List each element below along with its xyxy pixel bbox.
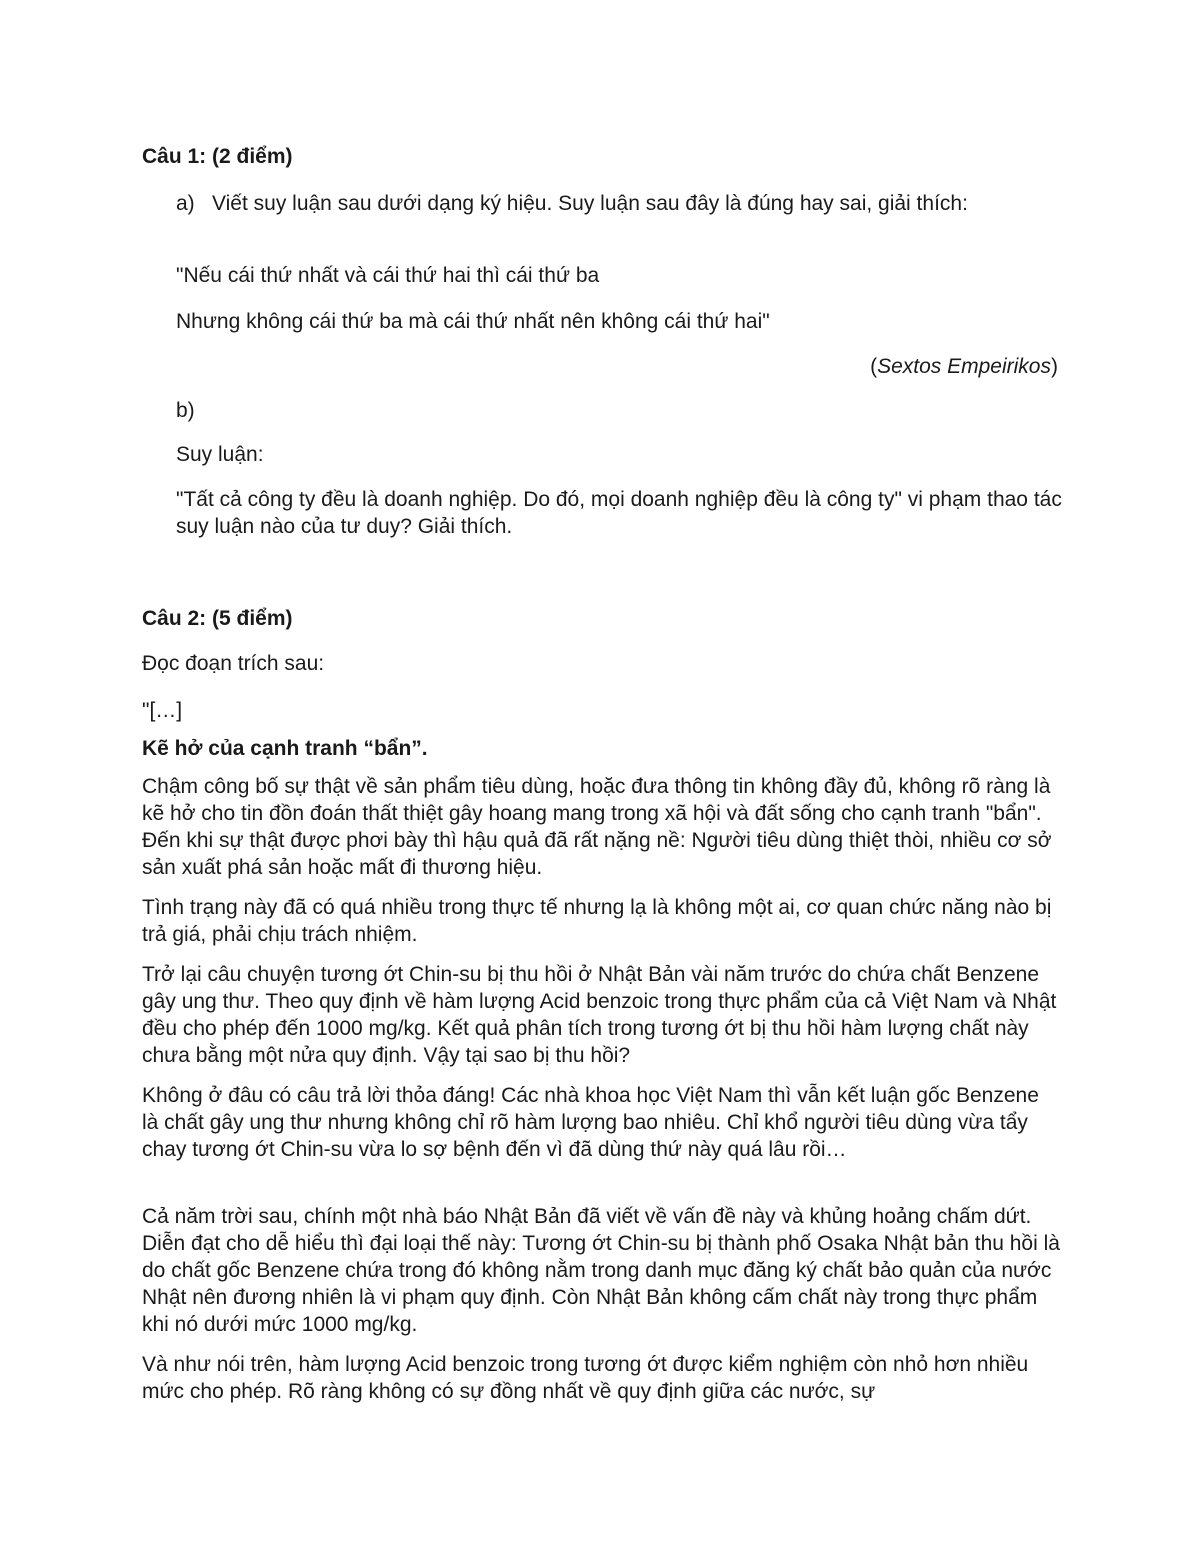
q1-attribution-open: ( — [870, 355, 878, 378]
q1-part-a — [176, 190, 1056, 217]
q1-attribution — [142, 353, 1058, 380]
q2-subtitle: Kẽ hở của cạnh tranh “bẩn”. — [142, 737, 428, 760]
q2-paragraph-2: Tình trạng này đã có quá nhiều trong thực tế nhưng lạ là không một ai, cơ quan chức năng nào bị trả giá, phải chịu trách nhiệm. — [142, 896, 1052, 946]
q1-a-text: Viết suy luận sau dưới dạng ký hiệu. Suy luận sau đây là đúng hay sai, giải thích: — [212, 192, 968, 215]
q1-quote-line2: Nhưng không cái thứ ba mà cái thứ nhất nên không cái thứ hai" — [176, 310, 770, 333]
q2-paragraph-4: Không ở đâu có câu trả lời thỏa đáng! Các nhà khoa học Việt Nam thì vẫn kết luận gốc Benzene là chất gây ung thư nhưng không chỉ rõ hàm lượng bao nhiêu. Chỉ khổ người tiêu dùng vừa tẩy chay tương ớt Chin-su vừa lo sợ bệnh đến vì đã dùng thứ này quá lâu rồi… — [142, 1084, 1039, 1161]
q2-paragraph-5: Cả năm trời sau, chính một nhà báo Nhật Bản đã viết về vấn đề này và khủng hoảng chấm dứt. Diễn đạt cho dễ hiểu thì đại loại thế này: Tương ớt Chin-su bị thành phố Osaka Nhật bản thu hồi là do chất gốc Benzene chứa trong đó không nằm trong danh mục đăng ký chất bảo quản của nước Nhật nên đương nhiên là vi phạm quy định. Còn Nhật Bản không cấm chất này trong thực phẩm khi nó dưới mức 1000 mg/kg. — [142, 1205, 1060, 1336]
q2-paragraph-1: Chậm công bố sự thật về sản phẩm tiêu dùng, hoặc đưa thông tin không đầy đủ, không rõ ràng là kẽ hở cho tin đồn đoán thất thiệt gây hoang mang trong xã hội và đất sống cho cạnh tranh "bẩn". Đến khi sự thật được phơi bày thì hậu quả đã rất nặng nề: Người tiêu dùng thiệt thòi, nhiều cơ sở sản xuất phá sản hoặc mất đi thương hiệu. — [142, 775, 1052, 879]
q1-quote-line1: "Nếu cái thứ nhất và cái thứ hai thì cái thứ ba — [176, 264, 600, 287]
q1-b-label: b) — [176, 399, 195, 422]
q1-a-label: a) — [176, 192, 195, 215]
q1-attribution-close: ) — [1051, 355, 1058, 378]
q1-b-intro: Suy luận: — [176, 443, 264, 466]
q2-paragraph-6: Và như nói trên, hàm lượng Acid benzoic trong tương ớt được kiểm nghiệm còn nhỏ hơn nhiều mức cho phép. Rõ ràng không có sự đồng nhất về quy định giữa các nước, sự — [142, 1353, 1029, 1403]
q2-intro: Đọc đoạn trích sau: — [142, 652, 325, 675]
q1-b-text: "Tất cả công ty đều là doanh nghiệp. Do đó, mọi doanh nghiệp đều là công ty" vi phạm thao tác suy luận nào của tư duy? Giải thích. — [176, 488, 1062, 538]
q2-paragraph-3: Trở lại câu chuyện tương ớt Chin-su bị thu hồi ở Nhật Bản vài năm trước do chứa chất Benzene gây ung thư. Theo quy định về hàm lượng Acid benzoic trong thực phẩm của cả Việt Nam và Nhật đều cho phép đến 1000 mg/kg. Kết quả phân tích trong tương ớt bị thu hồi hàm lượng chất này chưa bằng một nửa quy định. Vậy tại sao bị thu hồi? — [142, 963, 1057, 1067]
q2-ellipsis: "[…] — [142, 699, 183, 722]
q1-heading: Câu 1: (2 điểm) — [142, 145, 293, 168]
q2-heading: Câu 2: (5 điểm) — [142, 607, 293, 630]
q1-attribution-name: Sextos Empeirikos — [877, 355, 1051, 378]
